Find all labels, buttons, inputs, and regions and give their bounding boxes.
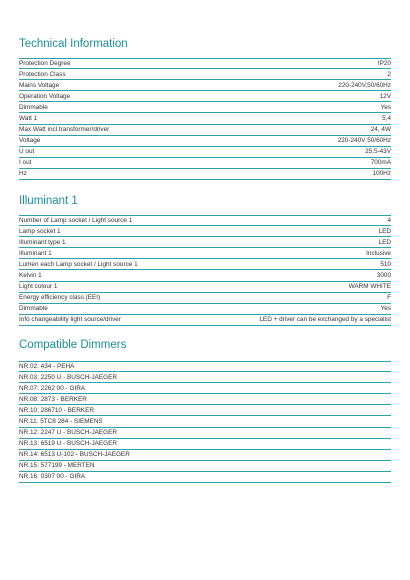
- row-label: Kelvin 1: [19, 272, 42, 280]
- row-label: Illuminant type 1: [19, 238, 66, 246]
- row-label: Lumen each Lamp socket / Light source 1: [19, 260, 138, 268]
- table-row: [19, 450, 391, 461]
- illuminant-heading: Illuminant 1: [19, 195, 78, 207]
- row-label: Dimmable: [19, 305, 48, 313]
- table-row: [19, 405, 391, 416]
- row-value: 220-240V,50/60Hz: [338, 81, 391, 89]
- row-value: WARM WHITE: [348, 283, 391, 291]
- table-row: [19, 304, 391, 315]
- row-label: Protection Class: [19, 70, 66, 78]
- row-value: IP20: [377, 60, 391, 68]
- table-row: [19, 58, 391, 69]
- table-row: [19, 169, 391, 180]
- row-label: Energy efficiency class (EEI): [19, 294, 101, 302]
- table-row: [19, 215, 391, 226]
- table-row: [19, 293, 391, 304]
- row-value: 5,4: [382, 115, 391, 123]
- table-row: [19, 237, 391, 248]
- row-label: Dimmable: [19, 103, 48, 111]
- table-row: [19, 102, 391, 113]
- row-value: 100Hz: [372, 170, 391, 178]
- row-label: Operation Voltage: [19, 92, 71, 100]
- row-value: 4: [387, 217, 391, 225]
- row-label: NR.12: 2247 U - BUSCH-JAEGER: [19, 429, 118, 437]
- table-row: [19, 282, 391, 293]
- row-value: Inclusive: [366, 249, 391, 257]
- table-row: [19, 361, 391, 372]
- table-row: [19, 315, 391, 326]
- table-row: [19, 472, 391, 483]
- row-label: Voltage: [19, 137, 41, 145]
- table-row: [19, 113, 391, 124]
- row-label: Illuminant 1: [19, 249, 52, 257]
- row-value: LED: [378, 227, 391, 235]
- table-row: [19, 394, 391, 405]
- row-value: 220-240V 50/60Hz: [337, 137, 391, 145]
- table-row: [19, 383, 391, 394]
- row-value: 3000: [376, 272, 391, 280]
- row-label: Mains Voltage: [19, 81, 60, 89]
- row-label: U out: [19, 148, 35, 156]
- row-label: Number of Lamp socket / Light source 1: [19, 217, 133, 225]
- row-label: NR.08: 2873 - BERKER: [19, 395, 87, 403]
- table-row: [19, 91, 391, 102]
- table-row: [19, 439, 391, 450]
- row-label: NR.11: 5TC8 284 - SIEMENS: [19, 418, 103, 426]
- row-value: Yes: [380, 305, 391, 313]
- row-value: F: [387, 294, 391, 302]
- row-label: NR.13: 6519 U - BUSCH-JAEGER: [19, 440, 118, 448]
- row-label: Max.Watt incl.transformer/driver: [19, 126, 110, 134]
- technical-information-table: [19, 58, 391, 180]
- row-value: 700mA: [370, 159, 391, 167]
- table-row: [19, 259, 391, 270]
- table-row: [19, 461, 391, 472]
- table-row: [19, 125, 391, 136]
- table-row: [19, 270, 391, 281]
- table-row: [19, 158, 391, 169]
- table-row: [19, 80, 391, 91]
- row-label: NR.10: 286710 - BERKER: [19, 406, 94, 414]
- table-row: [19, 147, 391, 158]
- row-label: NR.03: 2250 U - BUSCH-JAEGER: [19, 373, 118, 381]
- table-row: [19, 248, 391, 259]
- table-row: [19, 69, 391, 80]
- illuminant-table: [19, 215, 391, 326]
- row-value: 12V: [379, 92, 391, 100]
- row-label: Watt 1: [19, 115, 38, 123]
- row-label: Info changeability light source/driver: [19, 316, 121, 324]
- row-label: NR.14: 6513 U-102 - BUSCH-JAEGER: [19, 451, 130, 459]
- row-value: 510: [380, 260, 391, 268]
- compatible-dimmers-table: [19, 361, 391, 483]
- row-value: LED: [378, 238, 391, 246]
- row-label: NR.02: 434 - PEHA: [19, 363, 75, 371]
- compatible-dimmers-heading: Compatible Dimmers: [19, 339, 127, 351]
- row-label: NR.07: 2262 00 - GIRA: [19, 384, 86, 392]
- row-label: Lamp socket 1: [19, 227, 61, 235]
- table-row: [19, 428, 391, 439]
- table-row: [19, 372, 391, 383]
- row-label: NR.16: 0307 00 - GIRA: [19, 473, 86, 481]
- table-row: [19, 136, 391, 147]
- table-row: [19, 416, 391, 427]
- technical-information-heading: Technical Information: [19, 38, 128, 50]
- row-label: Protection Degree: [19, 60, 71, 68]
- row-value: LED + driver can be exchanged by a specialist: [259, 316, 391, 324]
- row-label: NR.15: 577199 - MERTEN: [19, 462, 95, 470]
- row-value: 24, 4W: [370, 126, 391, 134]
- row-label: Light colour 1: [19, 283, 58, 291]
- row-label: I out: [19, 159, 32, 167]
- row-label: Hz: [19, 170, 27, 178]
- row-value: 25,5-43V: [365, 148, 391, 156]
- table-row: [19, 226, 391, 237]
- row-value: 2: [387, 70, 391, 78]
- row-value: Yes: [380, 103, 391, 111]
